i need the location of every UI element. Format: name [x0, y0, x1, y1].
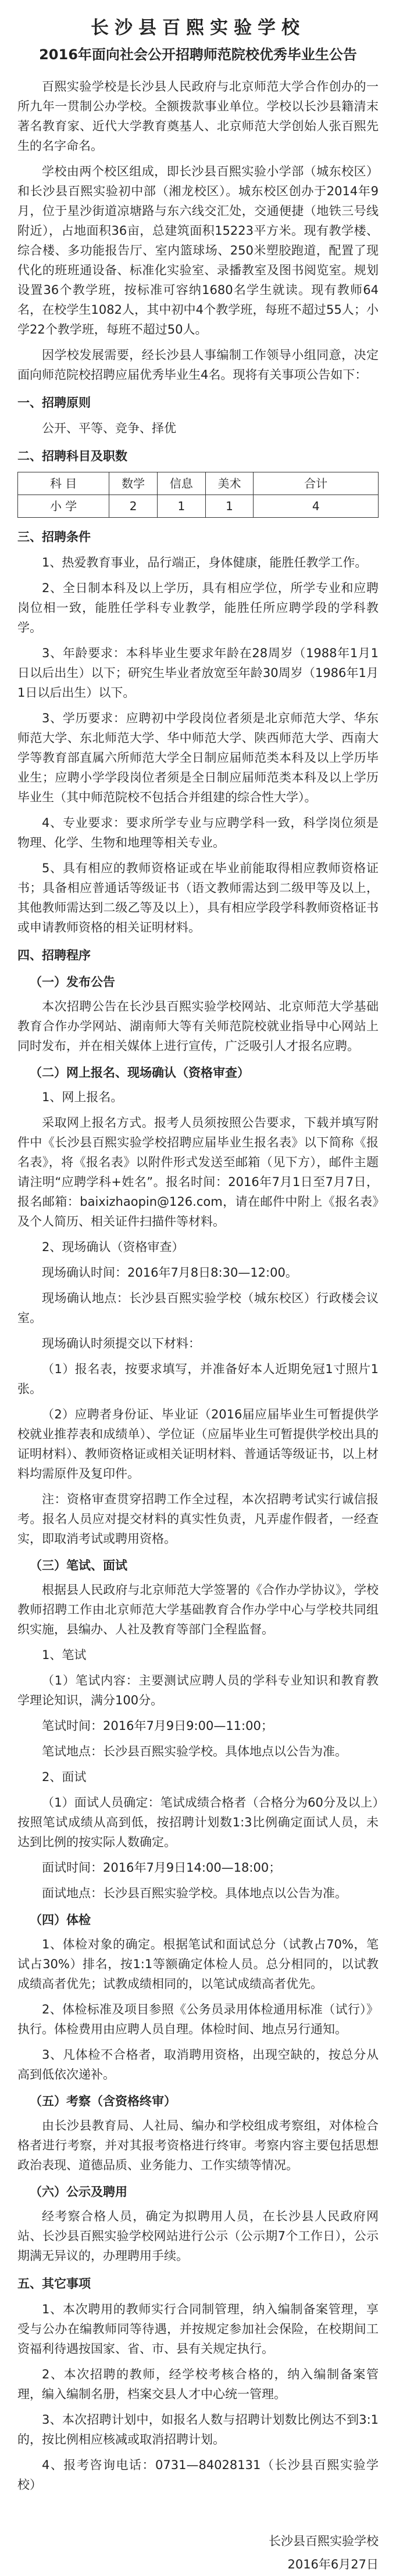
section-3-heading: 三、招聘条件	[17, 530, 91, 544]
online-registration-heading: 1、网上报名。	[42, 1090, 123, 1104]
table-cell: 2	[109, 495, 158, 518]
interview-heading: 2、面试	[42, 1770, 87, 1784]
interview-place: 面试地点：长沙县百熙实验学校。具体地点以公告为准。	[42, 1886, 347, 1900]
table-header-cell: 数学	[109, 472, 158, 495]
section-5-heading: 五、其它事项	[17, 2277, 91, 2291]
condition-item: 5、具有相应的教师资格证或在毕业前能取得相应教师资格证书；具备相应普通话等级证书（语文教师需达到二级甲等及以上，其他教师需达到二级乙等及以上），具有相应学段学科教师资格证书或申请教师资格的相关证明材料。	[17, 861, 379, 934]
materials-item: （1）报名表，按要求填写，并准备好本人近期免冠1寸照片1张。	[17, 1362, 379, 1396]
section-1-heading: 一、招聘原则	[17, 396, 91, 410]
section-2-heading: 二、招聘科目及职数	[17, 449, 127, 463]
integrity-note: 注：资格审查贯穿招聘工作全过程，本次招聘考试实行诚信报考。报名人员应对提交材料的真实性负责，凡弄虚作假者，一经查实，即取消考试或聘用资格。	[17, 1492, 379, 1546]
signature-org: 长沙县百熙实验学校	[269, 2534, 379, 2548]
written-exam-place: 笔试地点：长沙县百熙实验学校。具体地点以公告为准。	[42, 1744, 347, 1758]
written-exam-heading: 1、笔试	[42, 1648, 87, 1662]
school-title: 长沙县百熙实验学校	[91, 17, 305, 38]
written-exam-time: 笔试时间：2016年7月9日9:00—11:00；	[42, 1719, 273, 1733]
condition-item: 4、专业要求：要求所学专业与应聘学科一致，科学岗位须是物理、化学、生物和地理等相关专业。	[17, 816, 379, 850]
table-cell: 1	[157, 495, 205, 518]
condition-item: 1、热爱教育事业，品行端正，身体健康，能胜任教学工作。	[42, 556, 368, 569]
publicity-text: 经考察合格人员，确定为拟聘用人员，在长沙县人民政府网站、长沙县百熙实验学校网站进行公示（公示期7个工作日），公示期满无异议的，办理聘用手续。	[17, 2209, 379, 2263]
signature-block	[17, 2530, 379, 2576]
section-4-heading: 四、招聘程序	[17, 948, 91, 962]
quota-table	[17, 472, 379, 518]
other-item: 1、本次聘用的教师实行合同制管理，纳入编制备案管理，享受与公办在编教师同等待遇，并按规定参加社会保险，在校期间工资福利待遇按国家、省、市、县有关规定执行。	[17, 2302, 379, 2356]
onsite-confirmation-place: 现场确认地点：长沙县百熙实验学校（城东校区）行政楼会议室。	[17, 1291, 379, 1325]
other-item: 2、本次招聘的教师，经学校考核合格的，纳入编制备案管理，编入编制名册，档案交县人才中心统一管理。	[17, 2367, 379, 2401]
table-row	[18, 495, 379, 518]
intro-paragraph-3: 因学校发展需要，经长沙县人事编制工作领导小组同意，决定面向师范院校招聘应届优秀毕业生4名。现将有关事项公告如下：	[17, 348, 379, 382]
medical-item: 1、体检对象的确定。根据笔试和面试总分（试教占70%，笔试占30%）排名，按1:1等额确定体检人员。总分相同的，以试教成绩高者优先；试教成绩相同的，以笔试成绩高者优先。	[17, 1937, 379, 1991]
table-header-cell: 信息	[157, 472, 205, 495]
onsite-confirmation-time: 现场确认时间：2016年7月8日8:30—12:00。	[42, 1266, 298, 1280]
step-4-heading: （四）体检	[30, 1913, 91, 1927]
medical-item: 3、凡体检不合格者，取消聘用资格，出现空缺的，按总分从高到低依次递补。	[17, 2048, 379, 2081]
interview-text: （1）面试人员确定：笔试成绩合格者（合格分为60分及以上）按照笔试成绩从高到低，按招聘计划数1:3比例确定面试人员，未达到比例的按实际人数确定。	[17, 1796, 379, 1849]
table-cell: 4	[254, 495, 379, 518]
medical-item: 2、体检标准及项目参照《公务员录用体检通用标准（试行）》执行。体检费用由应聘人员自理。体检时间、地点另行通知。	[17, 2002, 379, 2036]
announcement-subtitle: 2016年面向社会公开招聘师范院校优秀毕业生公告	[39, 46, 357, 63]
inspection-text: 由长沙县教育局、人社局、编办和学校组成考察组，对体检合格者进行考察，并对其报考资格进行终审。考察内容主要包括思想政治表现、道德品质、业务能力、工作实绩等情况。	[17, 2119, 379, 2172]
table-header-cell: 合计	[254, 472, 379, 495]
section-1-text: 公开、平等、竞争、择优	[42, 421, 176, 435]
table-header-cell: 科 目	[18, 472, 109, 495]
signature-date: 2016年6月27日	[287, 2557, 379, 2571]
other-item: 3、本次招聘计划中，如报名人数与招聘计划数比例达不到3:1的，按比例相应核减或取消招聘计划。	[17, 2413, 379, 2446]
step-6-heading: （六）公示及聘用	[30, 2185, 127, 2199]
step-3-heading: （三）笔试、面试	[30, 1559, 127, 1572]
written-exam-text: （1）笔试内容：主要测试应聘人员的学科专业知识和教育教学理论知识，满分100分。	[17, 1674, 379, 1707]
contact-phone: 4、报考咨询电话：0731—84028131（长沙县百熙实验学校）	[17, 2458, 379, 2492]
online-registration-text: 采取网上报名方式。报考人员须按照公告要求，下载并填写附件中《长沙县百熙实验学校招聘应届毕业生报名表》以下简称《报名表》，将《报名表》以附件形式发送至邮箱（见下方），邮件主题请注明“应聘学科+姓名”。报名时间：2016年7月1日至7月7日，报名邮箱：baixizhaopin@126.com，请在邮件中附上《报名表》及个人简历、相关证件扫描件等材料。	[17, 1116, 379, 1228]
step-5-heading: （五）考察（含资格终审）	[30, 2094, 176, 2108]
step-1-text: 本次招聘公告在长沙县百熙实验学校网站、北京师范大学基础教育合作办学网站、湖南师大等有关师范院校就业指导中心网站上同时发布，并在相关媒体上进行宣传，广泛吸引人才报名应聘。	[17, 999, 379, 1053]
condition-item: 3、年龄要求：本科毕业生要求年龄在28周岁（1988年1月1日以后出生）以下；研究生毕业者放宽至年龄30周岁（1986年1月1日以后出生）以下。	[17, 646, 379, 700]
materials-item: （2）应聘者身份证、毕业证（2016届应届毕业生可暂提供学校就业推荐表和成绩单）、学位证（应届毕业生可暂提供学校出具的证明材料）、教师资格证或相关证明材料、普通话等级证书，以上材料均需原件及复印件。	[17, 1407, 379, 1481]
interview-time: 面试时间：2016年7月9日14:00—18:00；	[42, 1861, 281, 1875]
table-header-cell: 美术	[205, 472, 254, 495]
onsite-confirmation-heading: 2、现场确认（资格审查）	[42, 1240, 184, 1254]
exam-intro: 根据县人民政府与北京师范大学签署的《合作办学协议》，学校教师招聘工作由北京师范大学基础教育合作办学中心与学校共同组织实施，县编办、人社及教育等部门全程监督。	[17, 1583, 379, 1636]
step-2-heading: （二）网上报名、现场确认（资格审查）	[30, 1066, 249, 1080]
step-1-heading: （一）发布公告	[30, 975, 115, 989]
condition-item: 2、全日制本科及以上学历，具有相应学位，所学专业和应聘岗位相一致，能胜任学科专业教学，能胜任所应聘学段的学科教学。	[17, 581, 379, 635]
table-header-row	[18, 472, 379, 495]
intro-paragraph-1: 百熙实验学校是长沙县人民政府与北京师范大学合作创办的一所九年一贯制公办学校。全额拨款事业单位。学校以长沙县籍清末著名教育家、近代大学教育奠基人、北京师范大学创始人张百熙先生的名字命名。	[17, 80, 379, 153]
materials-heading: 现场确认时须提交以下材料：	[42, 1337, 201, 1350]
table-cell: 小 学	[18, 495, 109, 518]
condition-item: 3、学历要求：应聘初中学段岗位者须是北京师范大学、华东师范大学、东北师范大学、华中师范大学、陕西师范大学、西南大学等教育部直属六所师范大学全日制应届师范类本科及以上学历毕业生；应聘小学学段岗位者须是全日制应届师范类本科及以上学历毕业生（其中师范院校不包括合并组建的综合性大学）。	[17, 711, 379, 804]
table-cell: 1	[205, 495, 254, 518]
intro-paragraph-2: 学校由两个校区组成，即长沙县百熙实验小学部（城东校区）和长沙县百熙实验初中部（湘龙校区）。城东校区创办于2014年9月，位于星沙街道凉塘路与东六线交汇处，交通便捷（地铁三号线附近），占地面积36亩，总建筑面积15223平方米。现有教学楼、综合楼、多功能报告厅、室内篮球场、250米塑胶跑道，配置了现代化的班班通设备、标准化实验室、录播教室及图书阅览室。规划设置36个教学班，按标准可容纳1680名学生就读。现有教师64名，在校学生1082人，其中初中4个教学班，每班不超过55人；小学22个教学班，每班不超过50人。	[17, 164, 379, 336]
